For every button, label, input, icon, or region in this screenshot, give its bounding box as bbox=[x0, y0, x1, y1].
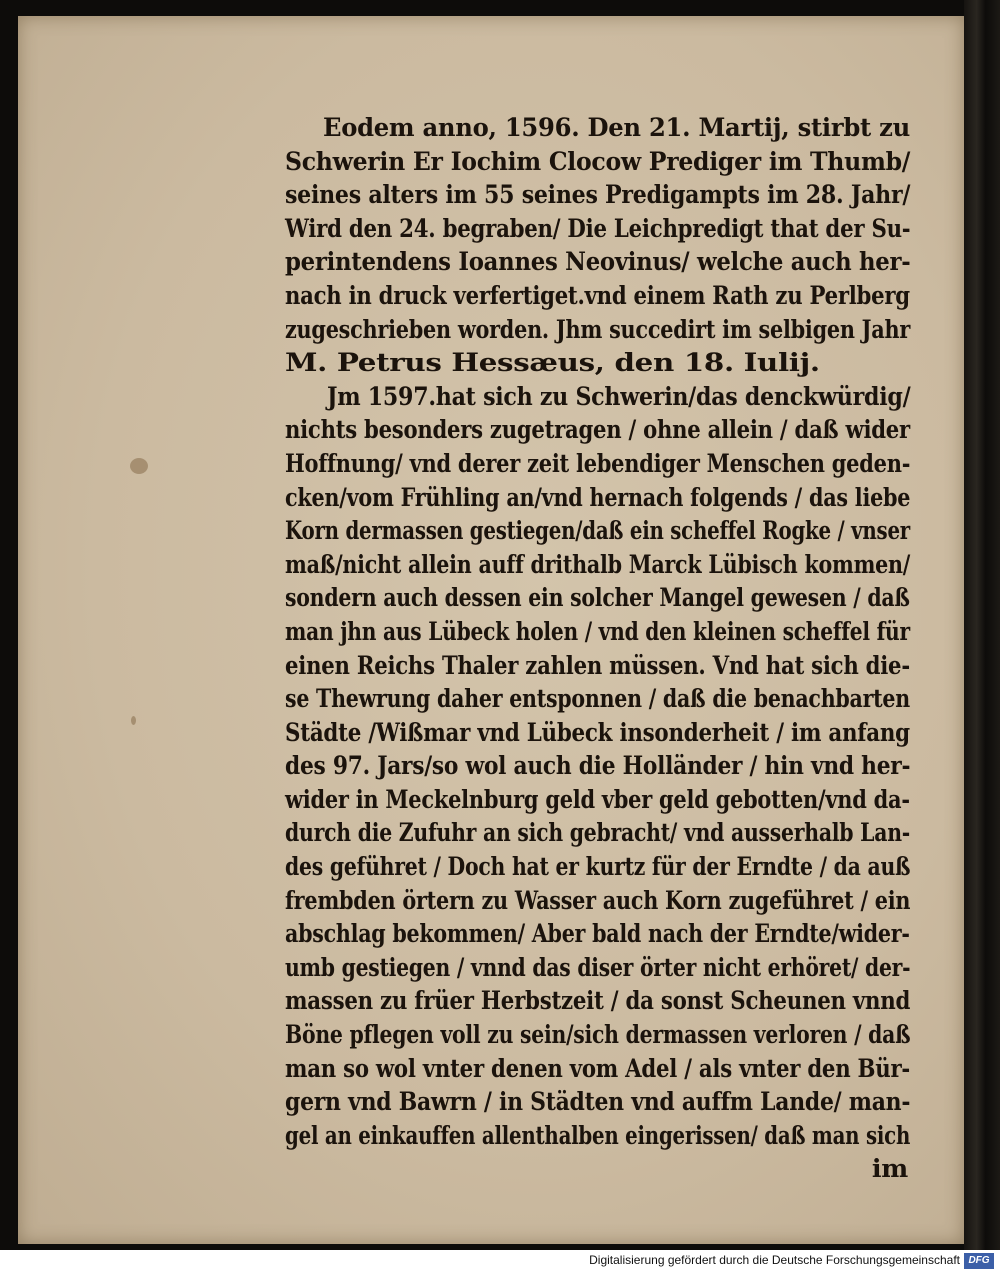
text-line: sondern auch dessen ein solcher Mangel gewesen / daß bbox=[285, 583, 910, 614]
book-edge bbox=[964, 0, 1000, 1250]
text-line: einen Reichs Thaler zahlen müssen. Vnd hat sich die- bbox=[285, 650, 910, 681]
page-stain bbox=[130, 458, 148, 474]
text-line: des 97. Jars/so wol auch die Holländer / hin vnd her- bbox=[285, 751, 911, 782]
text-line: Hoffnung/ vnd derer zeit lebendiger Menschen geden- bbox=[285, 448, 911, 479]
text-line: wider in Meckelnburg geld vber geld gebotten/vnd da- bbox=[285, 784, 910, 815]
text-line: abschlag bekommen/ Aber bald nach der Erndte/wider- bbox=[285, 919, 910, 950]
page-text bbox=[285, 112, 910, 1187]
text-line: M. Petrus Hessæus, den 18. Iulij. bbox=[285, 348, 820, 379]
text-line: man so wol vnter denen vom Adel / als vnter den Bür- bbox=[285, 1053, 910, 1084]
text-line: des geführet / Doch hat er kurtz für der Erndte / da auß bbox=[285, 852, 911, 883]
text-line: frembden örtern zu Wasser auch Korn zugeführet / ein bbox=[285, 885, 911, 916]
text-line: Wird den 24. begraben/ Die Leichpredigt that der Su- bbox=[285, 213, 911, 244]
text-line: Korn dermassen gestiegen/daß ein scheffel Rogke / vnser bbox=[285, 516, 910, 547]
text-line: nichts besonders zugetragen / ohne allein / daß wider bbox=[285, 415, 910, 446]
text-line: Eodem anno, 1596. Den 21. Martij, stirbt zu bbox=[323, 113, 910, 143]
text-line: umb gestiegen / vnnd das diser örter nicht erhöret/ der- bbox=[285, 952, 911, 983]
text-line: massen zu früer Herbstzeit / da sonst Scheunen vnnd bbox=[285, 986, 911, 1017]
text-line: gern vnd Bawrn / in Städten vnd auffm Lande/ man- bbox=[285, 1087, 911, 1118]
footer-bar bbox=[0, 1250, 1000, 1273]
text-line: se Thewrung daher entsponnen / daß die benachbarten bbox=[285, 684, 910, 715]
catchword: im bbox=[871, 1154, 908, 1185]
text-line: cken/vom Frühling an/vnd hernach folgends / das liebe bbox=[285, 482, 911, 513]
text-line: gel an einkauffen allenthalben eingerissen/ daß man sich bbox=[285, 1120, 911, 1151]
page-stain bbox=[131, 716, 136, 725]
footer-credit: Digitalisierung gefördert durch die Deutsche Forschungsgemeinschaft bbox=[589, 1253, 960, 1267]
text-line: zugeschrieben worden. Jhm succedirt im selbigen Jahr bbox=[285, 314, 911, 345]
text-line: Schwerin Er Iochim Clocow Prediger im Thumb/ bbox=[285, 146, 911, 177]
text-line: Jm 1597.hat sich zu Schwerin/das denckwürdig/ bbox=[327, 381, 911, 412]
text-line: Böne pflegen voll zu sein/sich dermassen verloren / daß bbox=[285, 1020, 911, 1051]
text-line: man jhn aus Lübeck holen / vnd den kleinen scheffel für bbox=[285, 616, 910, 647]
dfg-logo: DFG bbox=[964, 1253, 994, 1269]
text-line: seines alters im 55 seines Predigampts im 28. Jahr/ bbox=[285, 180, 911, 211]
text-line: perintendens Ioannes Neovinus/ welche auch her- bbox=[285, 247, 911, 278]
text-line: Städte /Wißmar vnd Lübeck insonderheit / im anfang bbox=[285, 717, 910, 748]
text-line: durch die Zufuhr an sich gebracht/ vnd ausserhalb Lan- bbox=[285, 818, 911, 849]
text-line: nach in druck verfertiget.vnd einem Rath zu Perlberg bbox=[285, 280, 910, 311]
text-line: maß/nicht allein auff drithalb Marck Lübisch kommen/ bbox=[285, 549, 911, 580]
